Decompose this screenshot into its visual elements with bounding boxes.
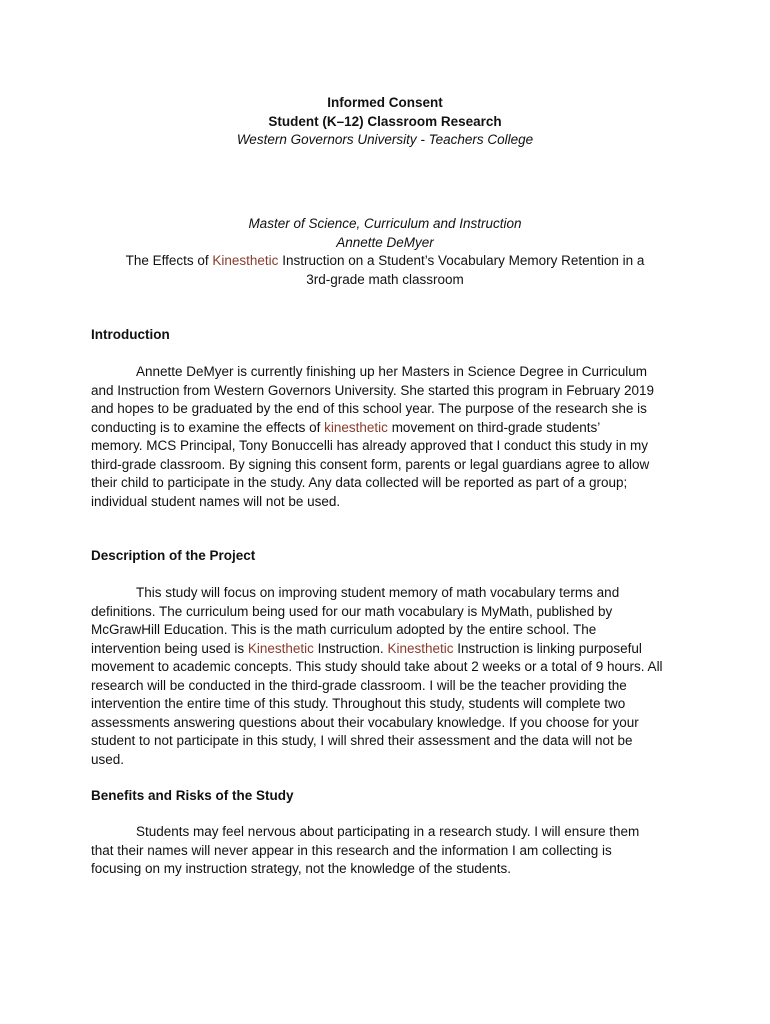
paragraph-line: and hopes to be graduated by the end of this school year. The purpose of the research she is (91, 401, 647, 416)
paragraph-line: research will be conducted in the third-grade classroom. I will be the teacher providing the (91, 677, 627, 693)
degree-program: Master of Science, Curriculum and Instruction (248, 216, 522, 231)
paragraph-line: McGrawHill Education. This is the math curriculum adopted by the entire school. The (91, 622, 597, 637)
highlight-term: Kinesthetic (387, 640, 454, 656)
benefits-heading: Benefits and Risks of the Study (91, 788, 294, 803)
study-title-line-1 (0, 252, 770, 271)
paragraph-line (91, 419, 680, 438)
paragraph-line: third-grade classroom. By signing this consent form, parents or legal guardians agree to allow (91, 456, 650, 472)
institution-name: Western Governors University - Teachers College (236, 132, 534, 147)
benefits-paragraph (91, 823, 680, 879)
highlight-term: kinesthetic (324, 419, 388, 435)
paragraph-line: that their names will never appear in this research and the information I am collecting is (91, 842, 612, 858)
document-subtitle: Student (K–12) Classroom Research (268, 113, 502, 129)
study-title-line-2: 3rd-grade math classroom (306, 271, 464, 287)
line-segment: movement on third-grade students’ (387, 419, 601, 435)
paragraph-line: focusing on my instruction strategy, not the knowledge of the students. (91, 861, 511, 876)
paragraph-line: movement to academic concepts. This study should take about 2 weeks or a total of 9 hours. All (91, 659, 663, 674)
highlight-term: Kinesthetic (247, 640, 314, 656)
study-title-prefix: The Effects of (125, 253, 213, 268)
study-title-rest: Instruction on a Student’s Vocabulary Memory Retention in a (278, 253, 645, 268)
description-heading: Description of the Project (91, 548, 256, 563)
paragraph-line: Students may feel nervous about participating in a research study. I will ensure them (136, 824, 640, 839)
paragraph-line: and Instruction from Western Governors University. She started this program in February 2019 (91, 382, 654, 398)
researcher-name: Annette DeMyer (336, 234, 434, 250)
introduction-paragraph (91, 363, 680, 511)
study-title-highlight: Kinesthetic (212, 253, 279, 268)
line-segment: intervention being used is (91, 640, 248, 656)
paragraph-line: their child to participate in the study. Any data collected will be reported as part of a group; (91, 475, 628, 490)
description-paragraph (91, 584, 680, 769)
study-info-block (0, 215, 770, 289)
paragraph-line: intervention the entire time of this study. Throughout this study, students will complete two (91, 696, 626, 711)
line-segment: Instruction is linking purposeful (453, 640, 642, 656)
paragraph-line: Annette DeMyer is currently finishing up her Masters in Science Degree in Curriculum (136, 364, 647, 379)
paragraph-line: assessments answering questions about their vocabulary knowledge. If you choose for your (91, 714, 639, 730)
document-title: Informed Consent (327, 95, 443, 110)
paragraph-line: This study will focus on improving student memory of math vocabulary terms and (136, 585, 620, 600)
line-segment: conducting is to examine the effects of (91, 419, 325, 435)
paragraph-line: definitions. The curriculum being used for our math vocabulary is MyMath, published by (91, 603, 613, 619)
introduction-heading: Introduction (91, 327, 170, 342)
paragraph-line: student to not participate in this study, I will shred their assessment and the data will not be (91, 733, 633, 748)
header-block (0, 94, 770, 150)
paragraph-line (91, 640, 680, 659)
line-segment: Instruction. (313, 640, 388, 656)
paragraph-line: memory. MCS Principal, Tony Bonuccelli has already approved that I conduct this study in my (91, 438, 649, 453)
paragraph-line: individual student names will not be used. (91, 493, 341, 509)
paragraph-line: used. (91, 751, 125, 767)
